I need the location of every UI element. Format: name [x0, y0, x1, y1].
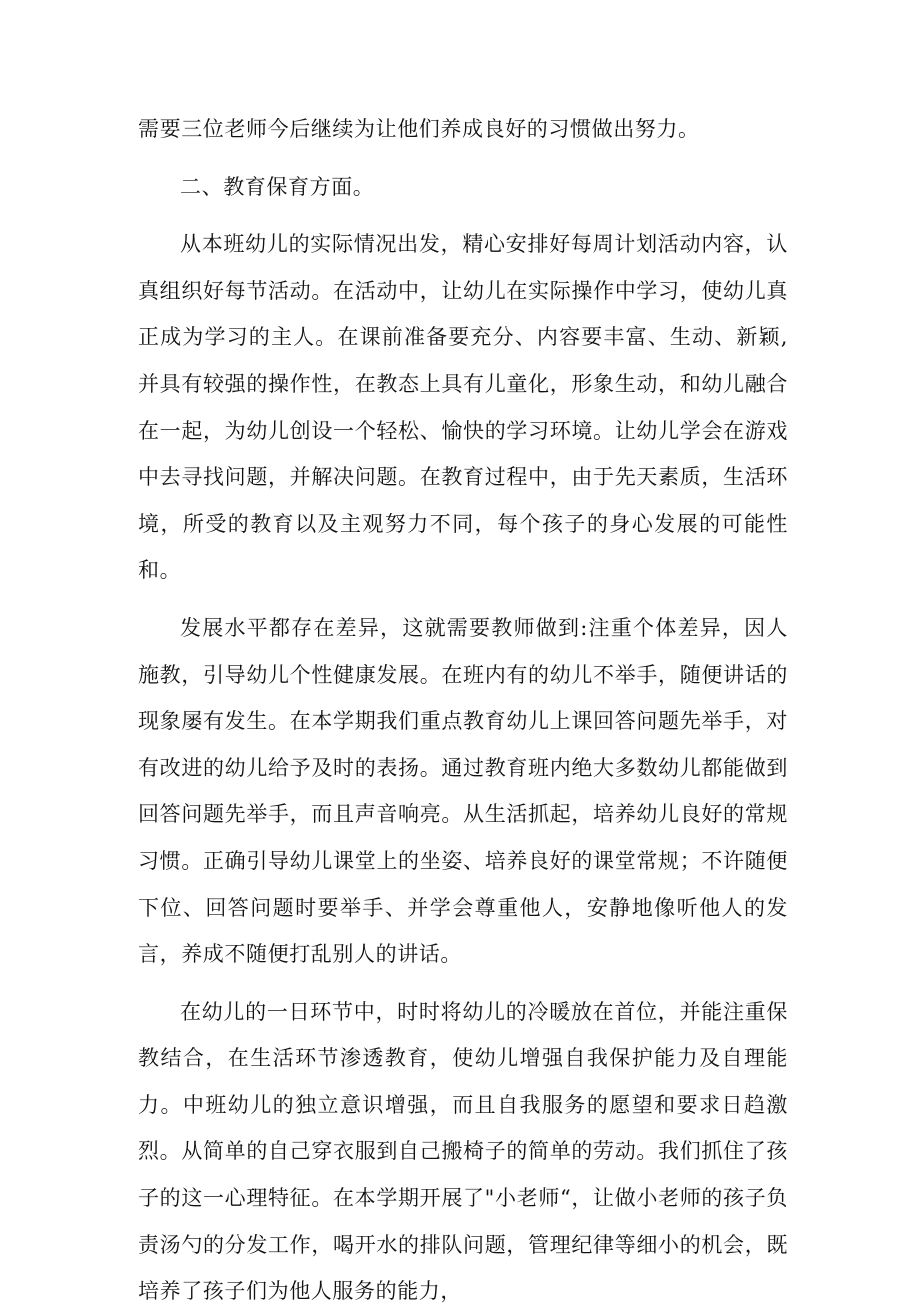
section-heading: 二、教育保育方面。: [180, 174, 375, 199]
paragraph-activity-planning: 从本班幼儿的实际情况出发，精心安排好每周计划活动内容，认真组织好每节活动。在活动中，让幼儿在实际操作中学习，使幼儿真正成为学习的主人。在课前准备要充分、内容要丰富、生动、新颖,并具有较强的操作性，在教态上具有儿童化，形象生动，和幼儿融合在一起，为幼儿创设一个轻松、愉快的学习环境。让幼儿学会在游戏中去寻找问题，并解决问题。在教育过程中，由于先天素质，生活环境，所受的教育以及主观努力不同，每个孩子的身心发展的可能性和。: [138, 232, 788, 583]
paragraph-continuation: 需要三位老师今后继续为让他们养成良好的习惯做出努力。: [138, 117, 700, 141]
paragraph-daily-care: 在幼儿的一日环节中，时时将幼儿的冷暖放在首位，并能注重保教结合，在生活环节渗透教育，使幼儿增强自我保护能力及自理能力。中班幼儿的独立意识增强，而且自我服务的愿望和要求日趋激烈。从简单的自己穿衣服到自己搬椅子的简单的劳动。我们抓住了孩子的这一心理特征。在本学期开展了"小老师“，让做小老师的孩子负责汤勺的分发工作，喝开水的排队问题，管理纪律等细小的机会，既培养了孩子们为他人服务的能力，: [138, 999, 788, 1304]
paragraph-individual-differences: 发展水平都存在差异，这就需要教师做到:注重个体差异，因人施教，引导幼儿个性健康发展。在班内有的幼儿不举手，随便讲话的现象屡有发生。在本学期我们重点教育幼儿上课回答问题先举手，对有改进的幼儿给予及时的表扬。通过教育班内绝大多数幼儿都能做到回答问题先举手，而且声音响亮。从生活抓起，培养幼儿良好的常规习惯。正确引导幼儿课堂上的坐姿、培养良好的课堂常规；不许随便下位、回答问题时要举手、并学会尊重他人，安静地像听他人的发言，养成不随便打乱别人的讲话。: [138, 615, 788, 967]
document-body: [138, 106, 788, 1315]
